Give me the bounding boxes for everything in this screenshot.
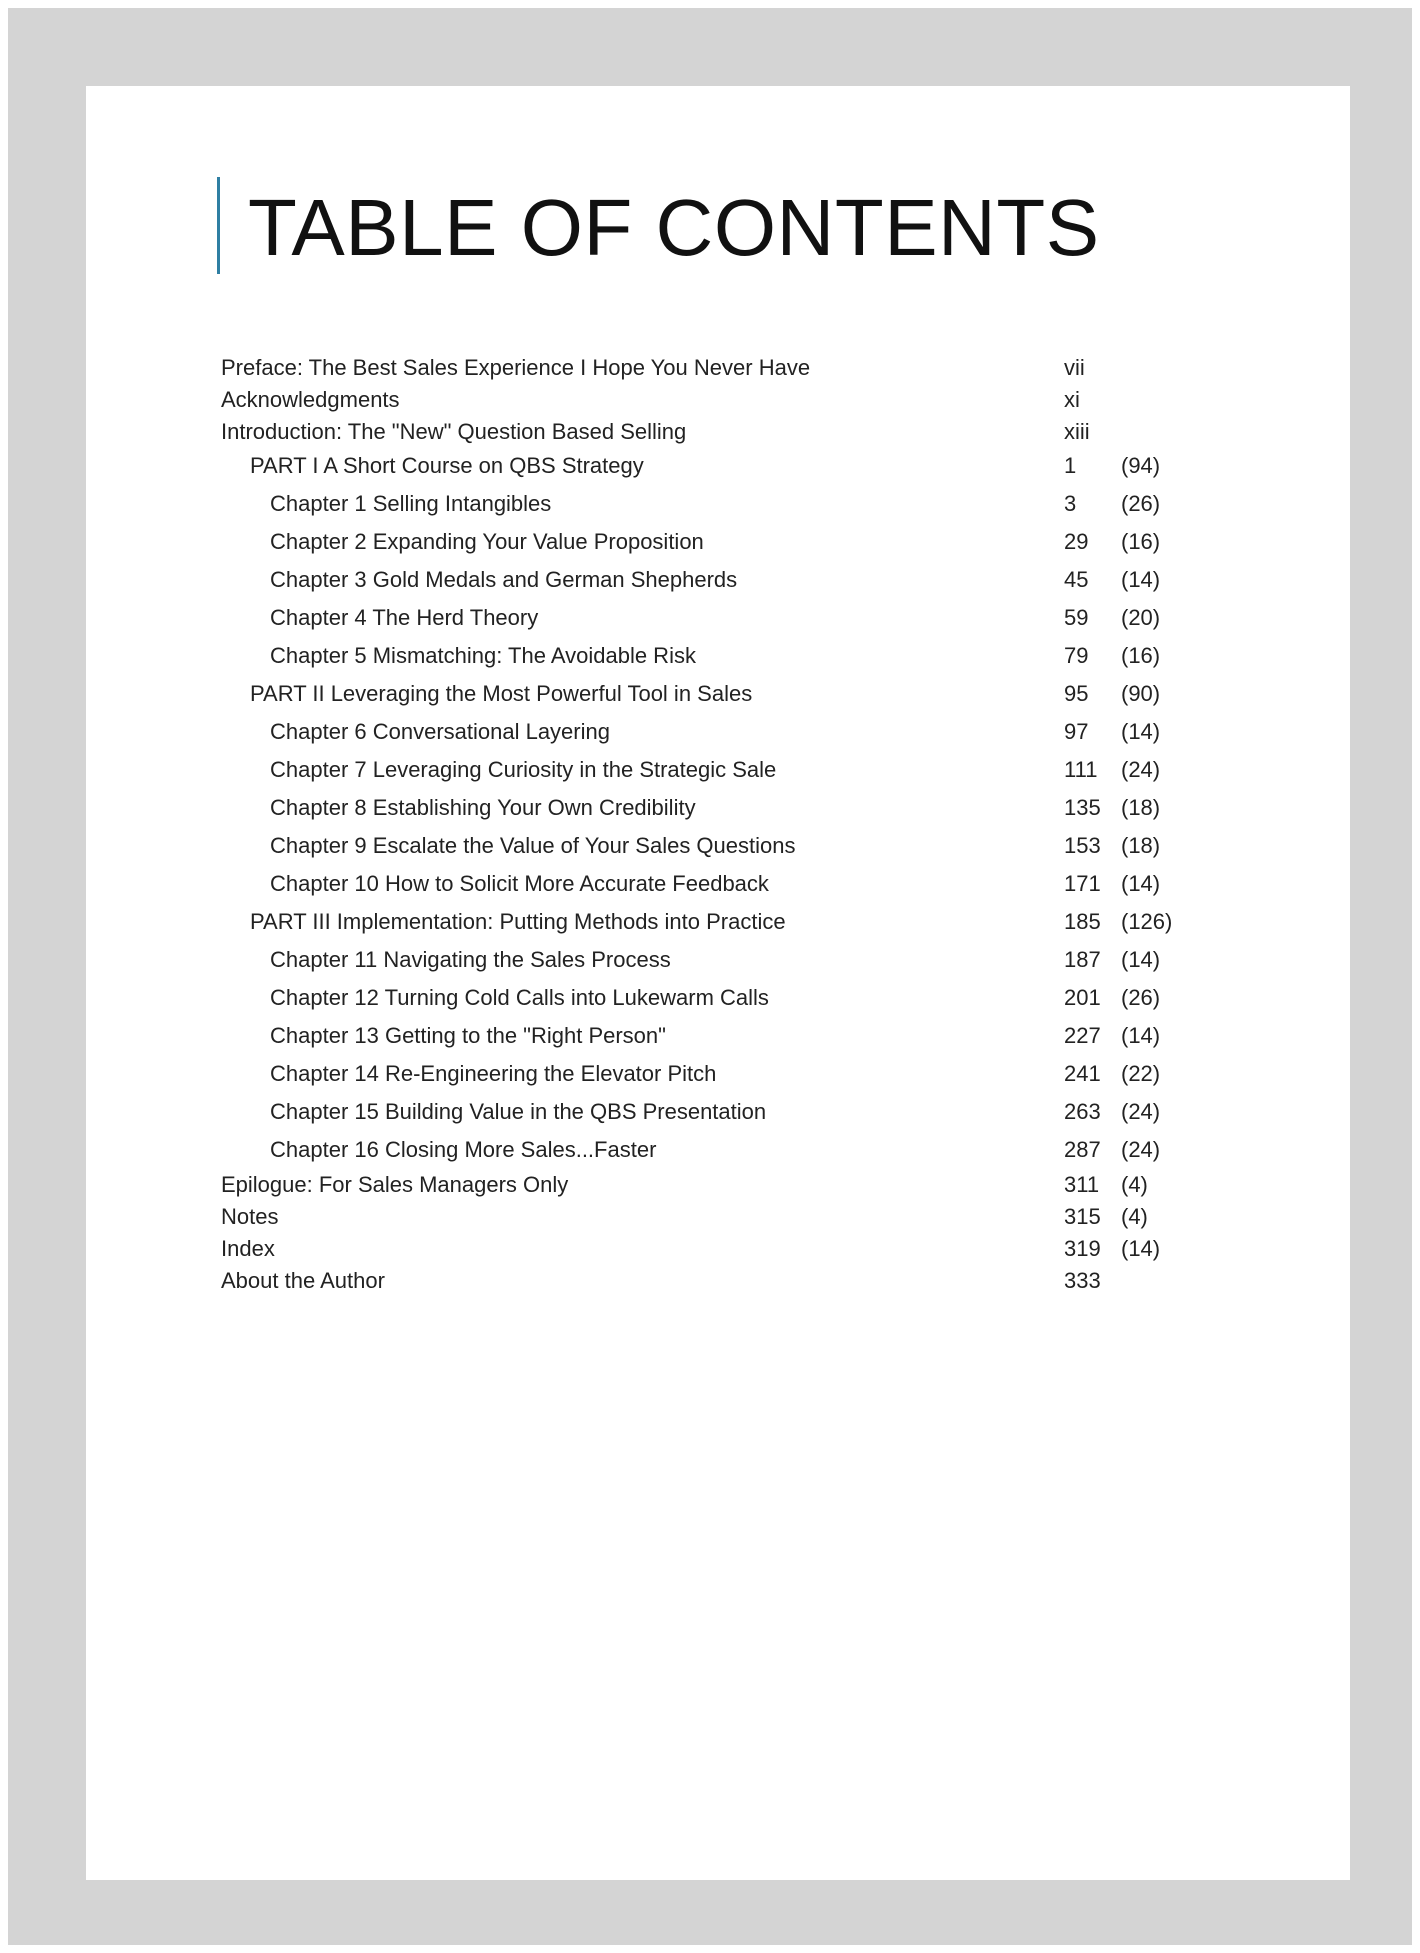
toc-entry-chapter-8[interactable]	[0, 792, 1420, 824]
toc-entry-chapter-2[interactable]	[0, 526, 1420, 558]
toc-entry-part-2[interactable]	[0, 678, 1420, 710]
toc-entry-acknowledgments[interactable]	[0, 384, 1420, 416]
toc-entry-chapter-16[interactable]	[0, 1134, 1420, 1166]
page-title: TABLE OF CONTENTS	[248, 183, 1100, 272]
toc-entry-label: Index	[221, 1236, 275, 1261]
toc-entry-page: 59	[1064, 605, 1089, 630]
toc-entry-page-count: (14)	[1121, 719, 1161, 744]
toc-entry-label: Preface: The Best Sales Experience I Hope You Never Have	[221, 355, 811, 380]
toc-entry-page: 3	[1064, 491, 1077, 516]
toc-entry-page-count: (20)	[1121, 605, 1161, 630]
toc-entry-page-count: (4)	[1121, 1172, 1148, 1197]
toc-entry-chapter-14[interactable]	[0, 1058, 1420, 1090]
title-accent-bar	[217, 177, 220, 274]
toc-entry-chapter-5[interactable]	[0, 640, 1420, 672]
page-frame	[8, 8, 1412, 1945]
toc-entry-preface[interactable]	[0, 352, 1420, 384]
toc-entry-chapter-15[interactable]	[0, 1096, 1420, 1128]
toc-entry-label: Chapter 11 Navigating the Sales Process	[270, 947, 671, 972]
toc-entry-label: Chapter 14 Re-Engineering the Elevator Pitch	[270, 1061, 717, 1086]
toc-entry-page: xi	[1064, 387, 1080, 412]
toc-entry-page: vii	[1064, 355, 1085, 380]
toc-entry-page-count: (18)	[1121, 795, 1161, 820]
toc-entry-page: 29	[1064, 529, 1089, 554]
toc-entry-label: Chapter 13 Getting to the "Right Person"	[270, 1023, 666, 1048]
toc-entry-epilogue[interactable]	[0, 1169, 1420, 1201]
toc-entry-chapter-9[interactable]	[0, 830, 1420, 862]
toc-entry-page-count: (14)	[1121, 567, 1161, 592]
toc-entry-page-count: (126)	[1121, 909, 1173, 934]
toc-entry-index[interactable]	[0, 1233, 1420, 1265]
toc-entry-label: Notes	[221, 1204, 279, 1229]
toc-entry-page-count: (94)	[1121, 453, 1161, 478]
toc-entry-page-count: (4)	[1121, 1204, 1148, 1229]
toc-entry-page: 241	[1064, 1061, 1101, 1086]
toc-entry-page-count: (24)	[1121, 1137, 1161, 1162]
toc-entry-page-count: (14)	[1121, 1236, 1161, 1261]
toc-entry-chapter-6[interactable]	[0, 716, 1420, 748]
toc-entry-label: Chapter 12 Turning Cold Calls into Lukewarm Calls	[270, 985, 769, 1010]
toc-entry-page-count: (16)	[1121, 529, 1161, 554]
toc-entry-page: 287	[1064, 1137, 1101, 1162]
toc-entry-about-the-author[interactable]	[0, 1265, 1420, 1297]
toc-entry-page: 1	[1064, 453, 1077, 478]
toc-entry-label: Introduction: The "New" Question Based Selling	[221, 419, 687, 444]
toc-entry-chapter-7[interactable]	[0, 754, 1420, 786]
toc-entry-page: 227	[1064, 1023, 1101, 1048]
toc-entry-label: About the Author	[221, 1268, 385, 1293]
toc-entry-page: 319	[1064, 1236, 1101, 1261]
toc-entry-chapter-4[interactable]	[0, 602, 1420, 634]
toc-entry-chapter-11[interactable]	[0, 944, 1420, 976]
toc-entry-introduction[interactable]	[0, 416, 1420, 448]
toc-entry-page: 185	[1064, 909, 1101, 934]
toc-entry-page: 333	[1064, 1268, 1101, 1293]
toc-entry-label: Chapter 7 Leveraging Curiosity in the Strategic Sale	[270, 757, 777, 782]
toc-entry-page: 171	[1064, 871, 1101, 896]
toc-entry-label: Chapter 1 Selling Intangibles	[270, 491, 552, 516]
toc-entry-page-count: (16)	[1121, 643, 1161, 668]
toc-entry-page: 45	[1064, 567, 1089, 592]
toc-entry-page-count: (22)	[1121, 1061, 1161, 1086]
toc-entry-page: 111	[1064, 757, 1098, 782]
toc-entry-label: Chapter 6 Conversational Layering	[270, 719, 610, 744]
toc-entry-page-count: (26)	[1121, 491, 1161, 516]
toc-entry-chapter-12[interactable]	[0, 982, 1420, 1014]
toc-entry-label: Chapter 8 Establishing Your Own Credibility	[270, 795, 696, 820]
toc-entry-page: 95	[1064, 681, 1089, 706]
toc-entry-page-count: (90)	[1121, 681, 1161, 706]
toc-entry-page-count: (14)	[1121, 871, 1161, 896]
toc-entry-page: 263	[1064, 1099, 1101, 1124]
toc-entry-page-count: (14)	[1121, 1023, 1161, 1048]
toc-entry-label: PART II Leveraging the Most Powerful Tool in Sales	[250, 681, 753, 706]
toc-entry-chapter-3[interactable]	[0, 564, 1420, 596]
toc-entry-label: Chapter 16 Closing More Sales...Faster	[270, 1137, 657, 1162]
toc-entry-notes[interactable]	[0, 1201, 1420, 1233]
toc-entry-page: 315	[1064, 1204, 1101, 1229]
toc-entry-chapter-1[interactable]	[0, 488, 1420, 520]
toc-entry-label: Chapter 5 Mismatching: The Avoidable Risk	[270, 643, 696, 668]
toc-entry-label: Chapter 4 The Herd Theory	[270, 605, 539, 630]
toc-entry-label: Acknowledgments	[221, 387, 400, 412]
toc-entry-page: 201	[1064, 985, 1101, 1010]
toc-entry-part-1[interactable]	[0, 450, 1420, 482]
toc-entry-page-count: (14)	[1121, 947, 1161, 972]
toc-entry-page: 79	[1064, 643, 1089, 668]
toc-entry-page: 97	[1064, 719, 1089, 744]
toc-entry-chapter-10[interactable]	[0, 868, 1420, 900]
toc-entry-label: Chapter 10 How to Solicit More Accurate Feedback	[270, 871, 769, 896]
toc-entry-page-count: (26)	[1121, 985, 1161, 1010]
toc-entry-page: xiii	[1064, 419, 1090, 444]
toc-entry-label: Chapter 9 Escalate the Value of Your Sales Questions	[270, 833, 796, 858]
toc-entry-part-3[interactable]	[0, 906, 1420, 938]
toc-entry-label: Chapter 15 Building Value in the QBS Presentation	[270, 1099, 767, 1124]
toc-entry-page-count: (18)	[1121, 833, 1161, 858]
toc-entry-page: 135	[1064, 795, 1101, 820]
toc-entry-page: 187	[1064, 947, 1101, 972]
toc-entry-page: 153	[1064, 833, 1101, 858]
toc-entry-page-count: (24)	[1121, 757, 1161, 782]
toc-entry-label: Epilogue: For Sales Managers Only	[221, 1172, 569, 1197]
toc-entry-label: Chapter 3 Gold Medals and German Shepherds	[270, 567, 738, 592]
toc-entry-page: 311	[1064, 1172, 1100, 1197]
toc-entry-label: PART I A Short Course on QBS Strategy	[250, 453, 644, 478]
toc-entry-page-count: (24)	[1121, 1099, 1161, 1124]
toc-entry-label: Chapter 2 Expanding Your Value Proposition	[270, 529, 704, 554]
toc-entry-label: PART III Implementation: Putting Methods into Practice	[250, 909, 786, 934]
toc-entry-chapter-13[interactable]	[0, 1020, 1420, 1052]
